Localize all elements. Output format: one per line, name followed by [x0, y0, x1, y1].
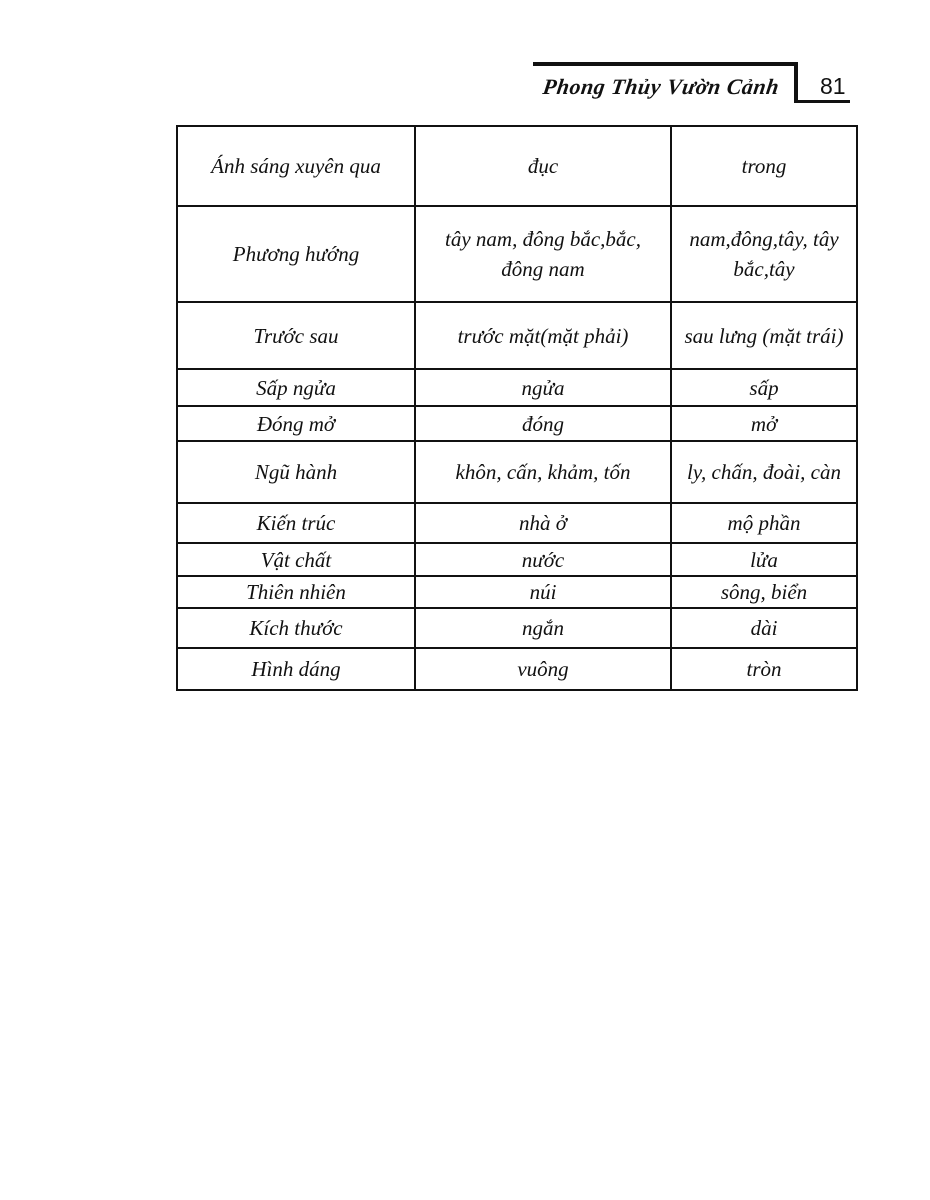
cell-yin: đóng — [415, 406, 671, 441]
cell-yin: núi — [415, 576, 671, 608]
row-label: Kích thước — [177, 608, 415, 648]
header-rule-vertical — [794, 62, 798, 102]
cell-yang: ly, chấn, đoài, càn — [671, 441, 857, 503]
table-row — [177, 503, 857, 543]
cell-yin: đục — [415, 126, 671, 206]
cell-yang: sấp — [671, 369, 857, 406]
row-label: Đóng mở — [177, 406, 415, 441]
row-label: Hình dáng — [177, 648, 415, 690]
row-label: Kiến trúc — [177, 503, 415, 543]
cell-yang: trong — [671, 126, 857, 206]
table-row — [177, 543, 857, 576]
cell-yang: lửa — [671, 543, 857, 576]
row-label: Thiên nhiên — [177, 576, 415, 608]
row-label: Ánh sáng xuyên qua — [177, 126, 415, 206]
table-row — [177, 648, 857, 690]
book-title: Phong Thủy Vườn Cảnh — [541, 74, 781, 99]
table-row — [177, 302, 857, 369]
cell-yang: mở — [671, 406, 857, 441]
cell-yang: sông, biển — [671, 576, 857, 608]
header-rule-bottom — [794, 100, 850, 103]
cell-yang: nam,đông,tây, tây bắc,tây — [671, 206, 857, 302]
table-row — [177, 441, 857, 503]
cell-yang: dài — [671, 608, 857, 648]
header-rule — [533, 62, 796, 66]
cell-yang: tròn — [671, 648, 857, 690]
cell-yin: ngắn — [415, 608, 671, 648]
cell-yin: ngửa — [415, 369, 671, 406]
row-label: Phương hướng — [177, 206, 415, 302]
page-number: 81 — [820, 73, 846, 99]
table-row — [177, 206, 857, 302]
row-label: Sấp ngửa — [177, 369, 415, 406]
cell-yang: mộ phần — [671, 503, 857, 543]
cell-yin: tây nam, đông bắc,bắc, đông nam — [415, 206, 671, 302]
row-label: Ngũ hành — [177, 441, 415, 503]
table-row — [177, 576, 857, 608]
cell-yin: nhà ở — [415, 503, 671, 543]
table-row — [177, 406, 857, 441]
table-row — [177, 608, 857, 648]
cell-yin: vuông — [415, 648, 671, 690]
cell-yin: trước mặt(mặt phải) — [415, 302, 671, 369]
row-label: Trước sau — [177, 302, 415, 369]
cell-yang: sau lưng (mặt trái) — [671, 302, 857, 369]
comparison-table-container — [176, 125, 858, 691]
row-label: Vật chất — [177, 543, 415, 576]
cell-yin: khôn, cấn, khảm, tốn — [415, 441, 671, 503]
table-row — [177, 126, 857, 206]
comparison-table — [176, 125, 858, 691]
cell-yin: nước — [415, 543, 671, 576]
running-header — [533, 62, 851, 104]
table-row — [177, 369, 857, 406]
